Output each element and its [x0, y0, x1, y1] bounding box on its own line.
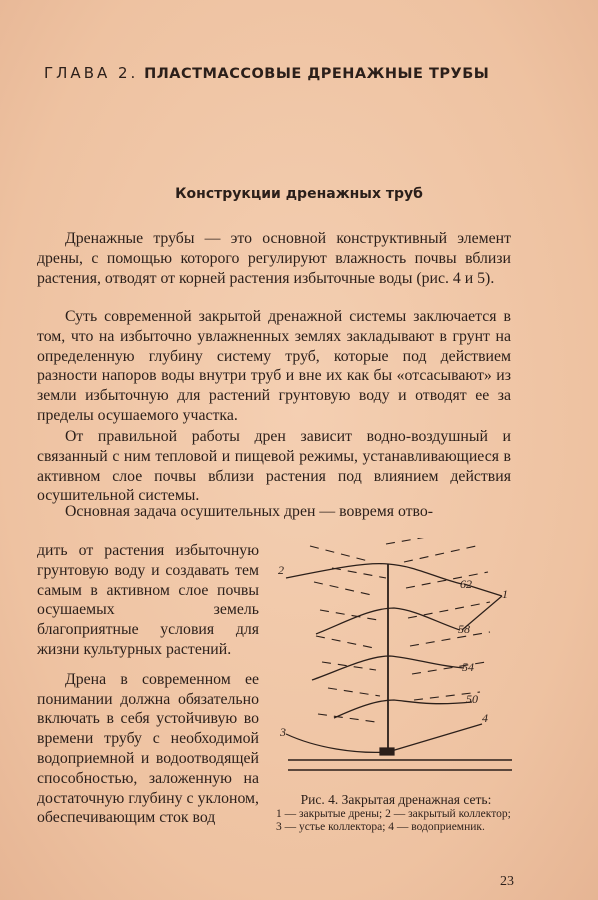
section-title: Конструкции дренажных труб	[175, 186, 423, 202]
label-2: 2	[278, 563, 284, 577]
chapter-label: ГЛАВА 2.	[44, 64, 139, 82]
paragraph-1: Дренажные трубы — это основной конструктивный элемент дрены, с помощью которого регулируют влажность почвы вблизи растения, отводят от корней растения избыточные воды (рис. 4 и 5).	[37, 230, 511, 287]
contour-label-62: 62	[460, 577, 472, 591]
chapter-heading	[44, 64, 564, 82]
label-4: 4	[482, 711, 488, 725]
contour-label-54: 54	[462, 660, 474, 674]
column-paragraph-1: дить от растения избыточную грунтовую воду и создавать тем самым в активном слое почвы осушаемых земель благоприятные условия для жизни культурных растений.	[37, 542, 259, 658]
contour-lines	[286, 564, 472, 718]
label-1: 1	[502, 587, 508, 601]
figure-caption	[276, 791, 516, 834]
figure-caption-text: 1 — закрытые дрены; 2 — закрытый коллектор; 3 — устье коллектора; 4 — водоприемник.	[276, 808, 511, 833]
drainage-network-figure	[276, 538, 526, 793]
paragraph-4: Основная задача осушительных дрен — вовремя отво-	[65, 503, 434, 520]
chapter-title: ПЛАСТМАССОВЫЕ ДРЕНАЖНЫЕ ТРУБЫ	[144, 66, 490, 82]
contour-label-50: 50	[466, 692, 478, 706]
figure-caption-title: Рис. 4. Закрытая дренажная сеть:	[300, 792, 492, 807]
column-paragraph-2: Дрена в современном ее понимании должна обязательно включать в себя устойчивую во времени трубу с необходимой водоприемной и водоотводящей способностью, заложенную на достаточную глубину с уклоном, обеспечивающим сток вод	[37, 670, 259, 827]
label-3: 3	[280, 725, 286, 739]
page-number: 23	[500, 874, 514, 889]
paragraph-3: От правильной работы дрен зависит водно-воздушный и связанный с ним тепловой и пищевой режимы, устанавливающиеся в активном слое почвы вблизи растения под влиянием действия осушительной системы.	[37, 428, 511, 505]
left-column-text	[37, 541, 259, 828]
paragraph-2: Суть современной закрытой дренажной системы заключается в том, что на избыточно увлажненных землях закладывают в грунт на определенную глубину систему труб, которые под действием разности напоров воды внутри труб и вне их как бы «отсасывают» из земли избыточную для растений грунтовую воду и отводят ее за пределы осушаемого участка.	[37, 308, 511, 424]
contour-label-58: 58	[458, 622, 470, 636]
